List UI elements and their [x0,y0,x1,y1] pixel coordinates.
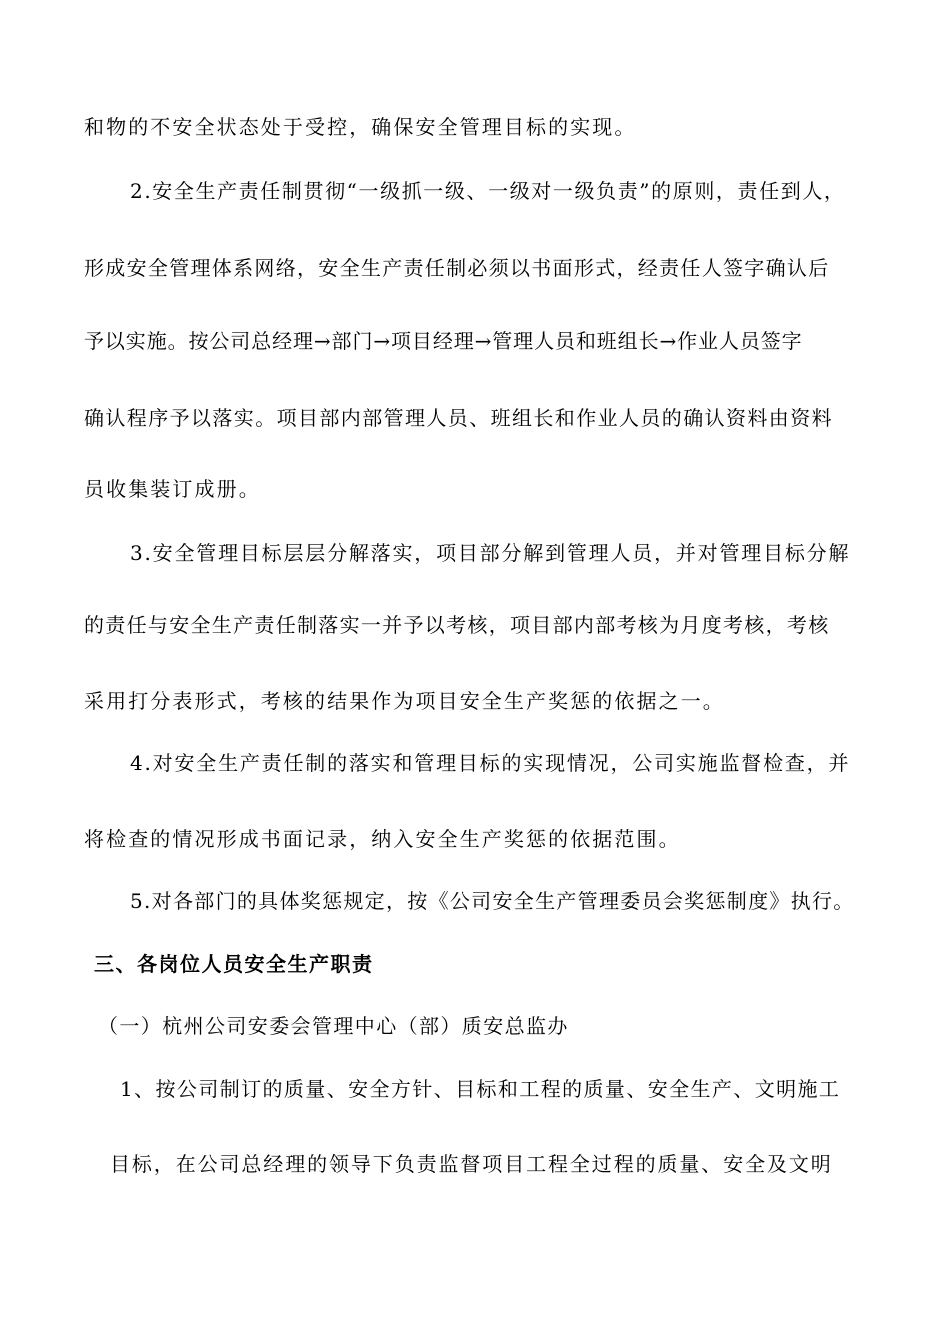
text-line: 5.对各部门的具体奖惩规定，按《公司安全生产管理委员会奖惩制度》执行。 [130,889,855,913]
text-line: 予以实施。按公司总经理→部门→项目经理→管理人员和班组长→作业人员签字 [84,329,803,353]
text-line: 3.安全管理目标层层分解落实，项目部分解到管理人员，并对管理目标分解 [130,541,851,565]
text-line: 采用打分表形式，考核的结果作为项目安全生产奖惩的依据之一。 [84,689,725,713]
text-line: 和物的不安全状态处于受控，确保安全管理目标的实现。 [84,115,637,139]
text-line: 2.安全生产责任制贯彻“一级抓一级、一级对一级负责”的原则，责任到人， [130,179,846,203]
text-line: 1、按公司制订的质量、安全方针、目标和工程的质量、安全生产、文明施工 [120,1077,841,1101]
text-line: 确认程序予以落实。项目部内部管理人员、班组长和作业人员的确认资料由资料 [84,406,833,430]
subsection-heading: （一）杭州公司安委会管理中心（部）质安总监办 [98,1014,569,1038]
text-line: 的责任与安全生产责任制落实一并予以考核，项目部内部考核为月度考核，考核 [84,613,830,637]
text-line: 目标，在公司总经理的领导下负责监督项目工程全过程的质量、安全及文明 [110,1152,833,1176]
text-line: 4.对安全生产责任制的落实和管理目标的实现情况，公司实施监督检查，并 [130,751,851,775]
text-line: 形成安全管理体系网络，安全生产责任制必须以书面形式，经责任人签字确认后 [84,256,830,280]
section-heading: 三、各岗位人员安全生产职责 [94,952,374,976]
text-line: 员收集装订成册。 [84,477,261,501]
text-line: 将检查的情况形成书面记录，纳入安全生产奖惩的依据范围。 [84,827,681,851]
